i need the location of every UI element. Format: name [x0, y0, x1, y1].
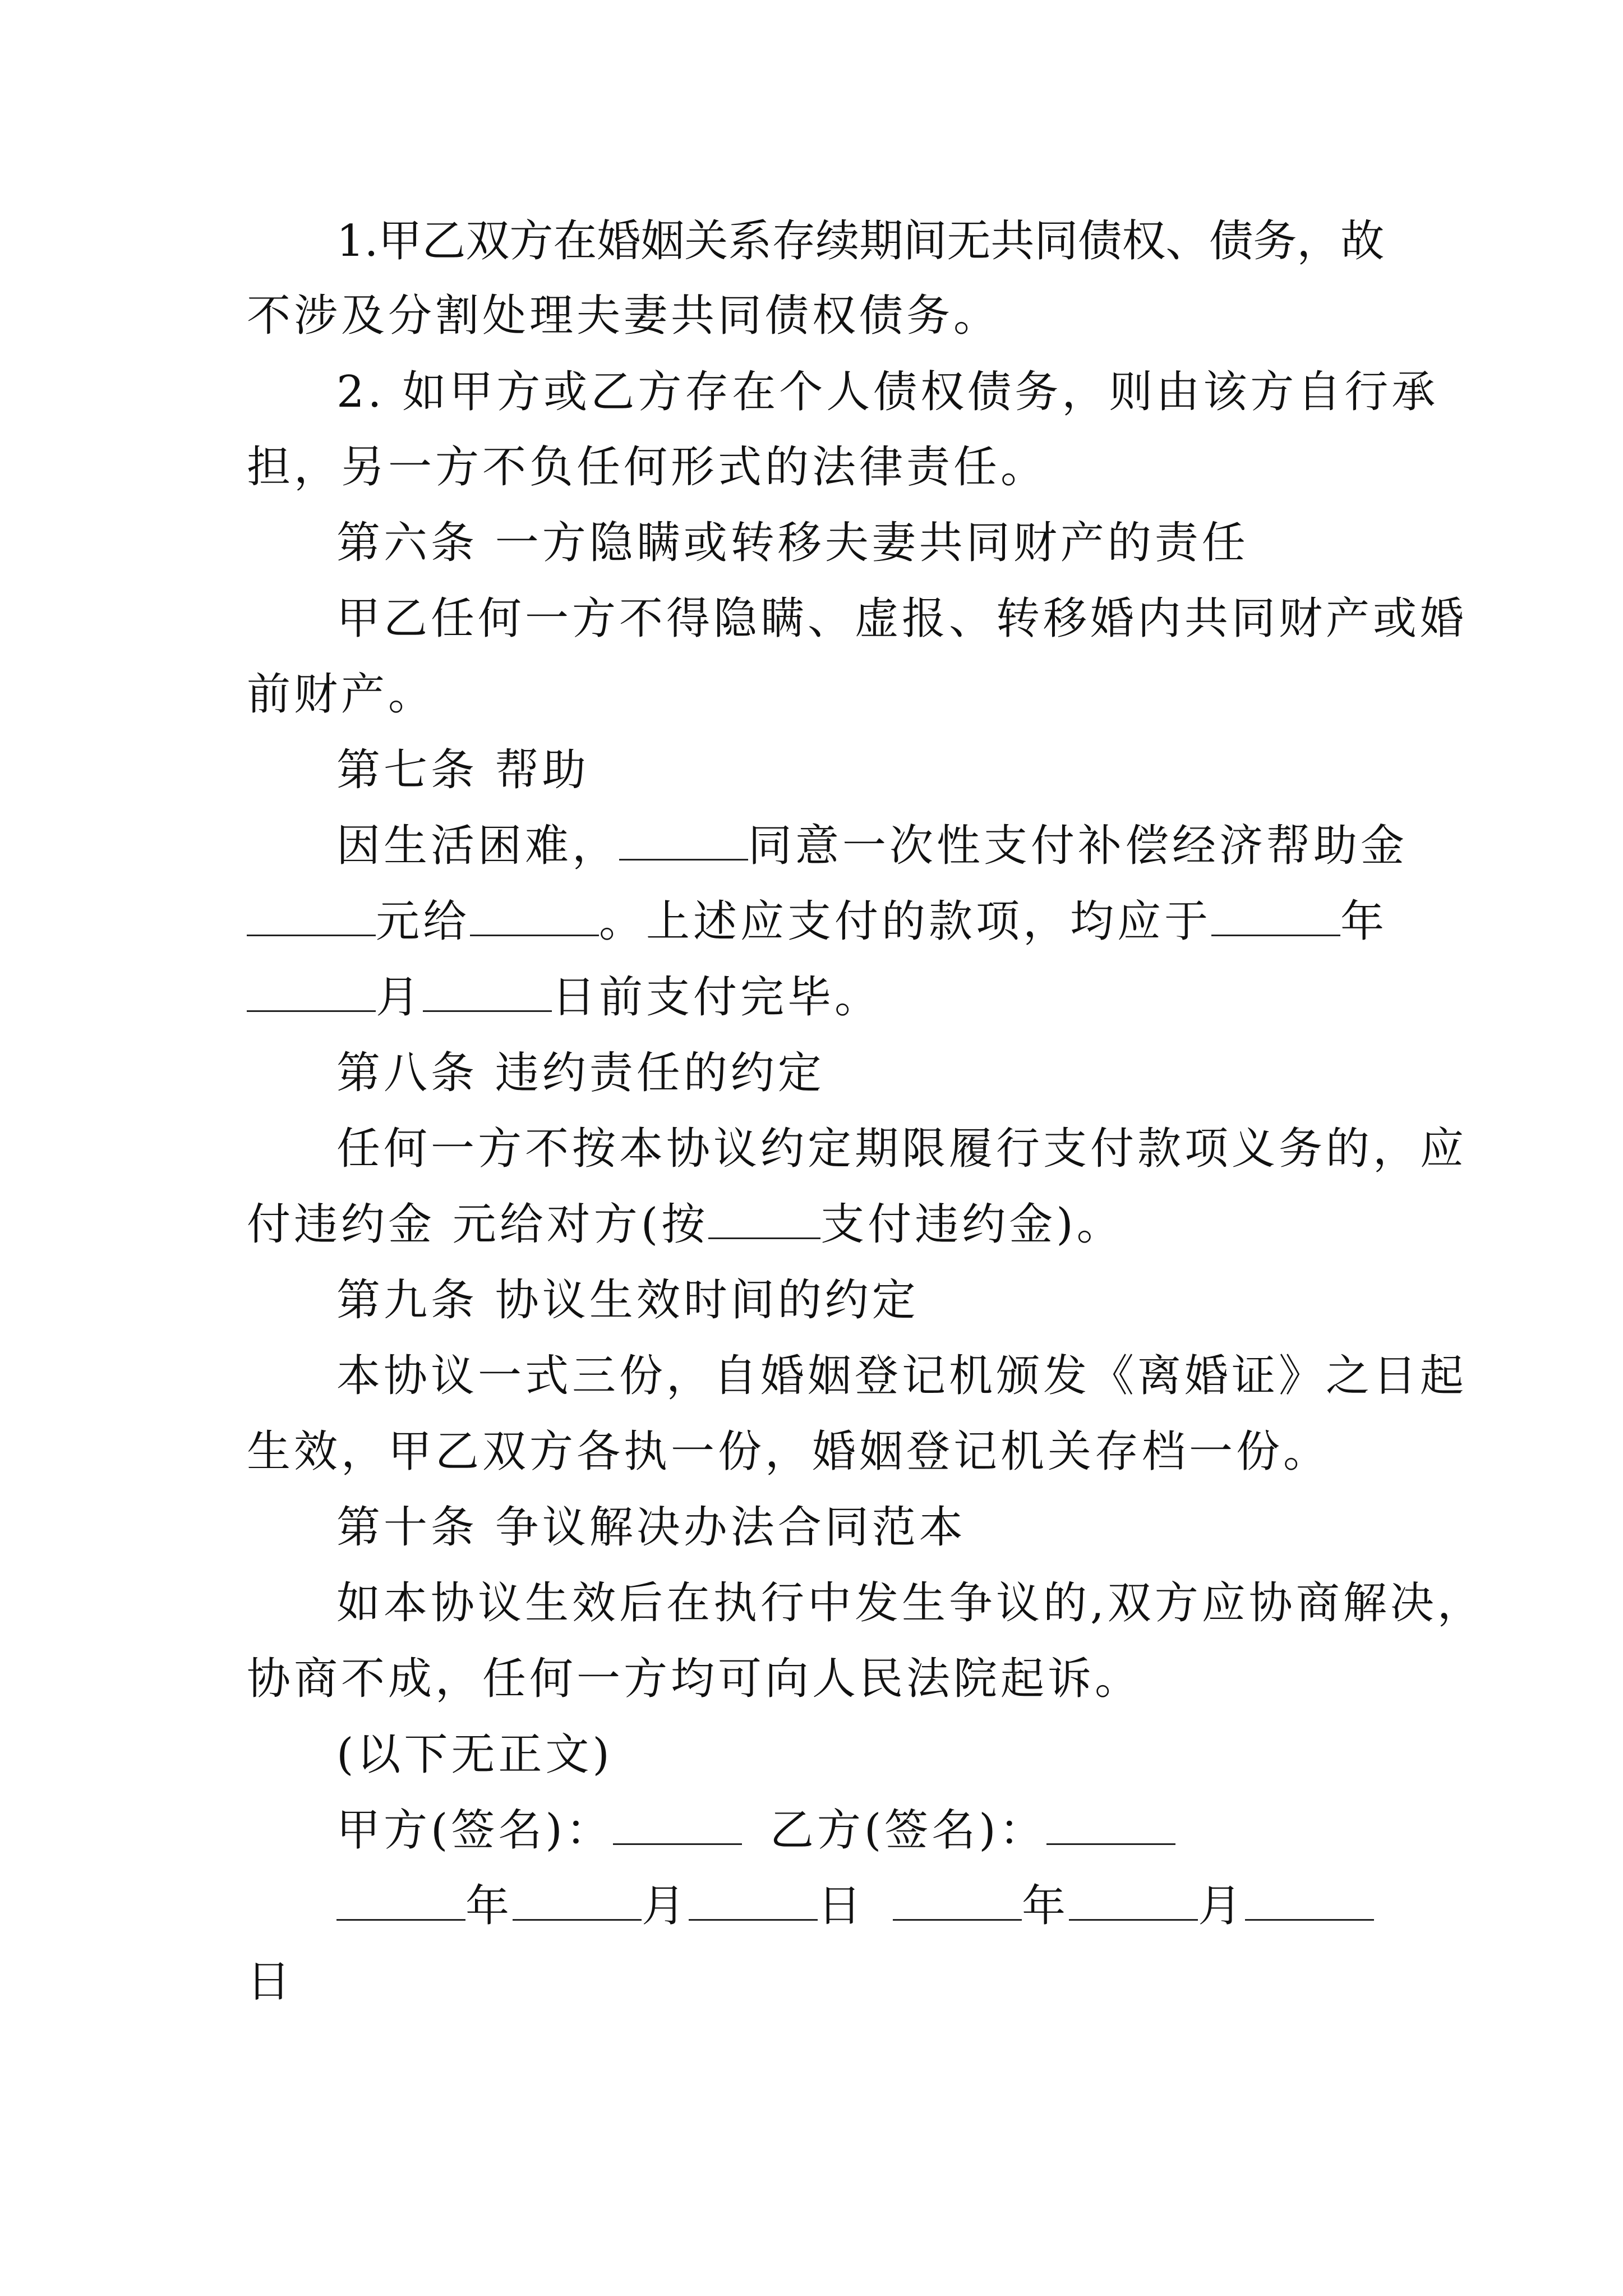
paragraph-line [336, 819, 1408, 873]
blank-line [1211, 895, 1340, 936]
text: 日前支付完毕。 [552, 972, 882, 1023]
text: 担，另一方不负任何形式的法律责任。 [247, 442, 1048, 493]
blank-line [336, 1880, 465, 1921]
date-line [247, 1955, 1380, 2009]
paragraph-line [247, 895, 1388, 949]
paragraph-line [247, 440, 1380, 494]
blank-line [247, 895, 376, 936]
paragraph-line [247, 1652, 1380, 1706]
blank-line [247, 971, 376, 1012]
paragraph-line [247, 668, 1380, 721]
text: 第九条 协议生效时间的约定 [336, 1275, 919, 1326]
text: 生效，甲乙双方各执一份，婚姻登记机关存档一份。 [247, 1427, 1331, 1477]
text: 第十条 争议解决办法合同范本 [336, 1502, 966, 1553]
text: 1.甲乙双方在婚姻关系存续期间无共同债权、债务，故 [336, 216, 1385, 266]
blank-line [619, 820, 748, 861]
blank-line [689, 1880, 818, 1921]
text: 月 [642, 1881, 689, 1931]
paragraph-line [247, 970, 1380, 1024]
signature-line [336, 1803, 1380, 1857]
text: 甲乙任何一方不得隐瞒、虚报、转移婚内共同财产或婚 [336, 593, 1468, 644]
text: 第六条 一方隐瞒或转移夫妻共同财产的责任 [336, 518, 1249, 568]
text: 日 [818, 1881, 865, 1931]
section-heading [336, 516, 1380, 570]
text: 因生活困难， [336, 821, 620, 871]
paragraph-line [336, 1122, 1468, 1176]
section-heading [336, 1501, 1380, 1554]
text: 本协议一式三份，自婚姻登记机颁发《离婚证》之日起 [336, 1351, 1468, 1401]
text: 如本协议生效后在执行中发生争议的,双方应协商解决， [336, 1578, 1484, 1628]
text: 年 [1340, 896, 1388, 947]
paragraph-line [336, 214, 1385, 268]
text: 任何一方不按本协议约定期限履行支付款项义务的，应 [336, 1124, 1468, 1174]
paragraph-line [247, 1425, 1380, 1479]
text: 年 [465, 1881, 513, 1931]
section-heading [336, 743, 1380, 797]
text: 日 [247, 1957, 294, 2007]
text: 第八条 违约责任的约定 [336, 1048, 825, 1098]
paragraph-line [336, 1349, 1468, 1403]
text: 第七条 帮助 [336, 745, 589, 795]
section-heading [336, 1046, 1380, 1100]
date-line [336, 1879, 1380, 1933]
blank-line [470, 895, 599, 936]
paragraph-line [247, 1198, 1380, 1251]
text: 同意一次性支付补偿经济帮助金 [748, 821, 1408, 871]
blank-line [893, 1880, 1022, 1921]
blank-line [1069, 1880, 1198, 1921]
paragraph-line [336, 365, 1439, 419]
blank-line [1245, 1880, 1374, 1921]
text: 2. 如甲方或乙方存在个人债权债务，则由该方自行承 [336, 367, 1439, 417]
paragraph-line [336, 592, 1468, 646]
text: 付违约金 元给对方(按 [247, 1199, 709, 1250]
text: 年 [1022, 1881, 1069, 1931]
text: (以下无正文) [336, 1729, 613, 1780]
party-a-label: 甲方(签名)： [336, 1805, 613, 1856]
party-b-label: 乙方(签名)： [769, 1805, 1046, 1856]
paragraph-line [336, 1728, 1380, 1782]
blank-line [708, 1198, 820, 1239]
text: 支付违约金)。 [820, 1199, 1124, 1250]
blank-line [513, 1880, 642, 1921]
party-a-signature-blank [613, 1804, 742, 1845]
paragraph-line [336, 1576, 1484, 1630]
paragraph-line [247, 289, 1380, 343]
party-b-signature-blank [1046, 1804, 1175, 1845]
text: 月 [1198, 1881, 1246, 1931]
text: 不涉及分割处理夫妻共同债权债务。 [247, 291, 1001, 341]
text: 月 [376, 972, 423, 1023]
text: 元给 [376, 896, 471, 947]
section-heading [336, 1273, 1380, 1327]
text: 前财产。 [247, 669, 436, 720]
text: 。上述应支付的款项，均应于 [599, 896, 1212, 947]
blank-line [423, 971, 552, 1012]
text: 协商不成，任何一方均可向人民法院起诉。 [247, 1654, 1142, 1704]
